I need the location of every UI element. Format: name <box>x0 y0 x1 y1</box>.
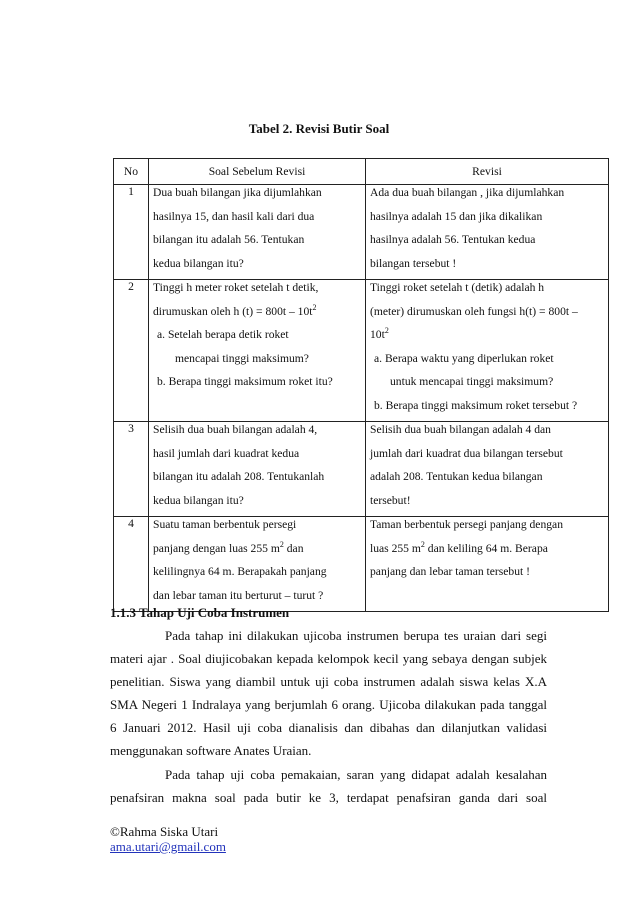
soal-after <box>366 185 609 280</box>
footer-author: ©Rahma Siska Utari <box>110 824 219 839</box>
paragraph-line: SMA Negeri 1 Indralaya yang berjumlah 6 orang. Ujicoba dilakukan pada tanggal <box>110 697 547 713</box>
footer-email-link[interactable]: ama.utari@gmail.com <box>110 839 226 854</box>
table-row <box>114 517 609 612</box>
text-line <box>370 327 604 351</box>
row-number: 1 <box>114 185 149 280</box>
soal-after <box>366 280 609 422</box>
text-line: b. Berapa tinggi maksimum roket tersebut ? <box>374 398 578 412</box>
superscript: 2 <box>279 539 284 549</box>
text-line: b. Berapa tinggi maksimum roket itu? <box>157 375 333 388</box>
paragraph-line: Pada tahap ini dilakukan ujicoba instrumen berupa tes uraian dari segi <box>165 628 547 643</box>
soal-before <box>149 280 366 422</box>
text-line: mencapai tinggi maksimum? <box>175 351 309 365</box>
section-paragraph <box>110 628 547 813</box>
text-line: Tinggi h meter roket setelah t detik, <box>153 281 319 294</box>
text-line: kelilingnya 64 m. Berapakah panjang <box>153 565 327 578</box>
text-line: a. Berapa waktu yang diperlukan roket <box>374 351 554 365</box>
header-no: No <box>114 159 149 185</box>
text-line: kedua bilangan itu? <box>153 256 244 270</box>
text-line: dan lebar taman itu berturut – turut ? <box>153 588 324 602</box>
text-line: Selisih dua buah bilangan adalah 4 dan <box>370 423 551 436</box>
text-line: jumlah dari kuadrat dua bilangan tersebut <box>370 446 563 460</box>
section-heading: 1.1.3 Tahap Uji Coba Instrumen <box>110 605 290 620</box>
paragraph-line: Pada tahap uji coba pemakaian, saran yang didapat adalah kesalahan <box>165 766 547 782</box>
soal-after <box>366 517 609 612</box>
text-line: Ada dua buah bilangan , jika dijumlahkan <box>370 186 565 199</box>
text-run: dirumuskan oleh h (t) = 800t – 10t <box>153 304 313 318</box>
text-line <box>153 304 361 328</box>
row-number: 4 <box>114 517 149 612</box>
text-line: a. Setelah berapa detik roket <box>157 328 289 341</box>
text-run: dan keliling 64 m. Berapa <box>424 541 548 555</box>
text-line: panjang dan lebar taman tersebut ! <box>370 565 530 578</box>
soal-before <box>149 517 366 612</box>
superscript: 2 <box>312 302 317 312</box>
text-line: Dua buah bilangan jika dijumlahkan <box>153 186 322 199</box>
text-line <box>153 541 361 565</box>
text-line: Taman berbentuk persegi panjang dengan <box>370 518 563 531</box>
text-line: Suatu taman berbentuk persegi <box>153 518 297 531</box>
soal-before <box>149 422 366 517</box>
table-row <box>114 185 609 280</box>
text-run: 10t <box>370 328 385 341</box>
text-line: (meter) dirumuskan oleh fungsi h(t) = 800t – <box>370 304 578 318</box>
paragraph-line: materi ajar . Soal diujicobakan kepada kelompok kecil yang sebaya dengan subjek <box>110 651 547 667</box>
superscript: 2 <box>384 326 389 335</box>
text-line: Selisih dua buah bilangan adalah 4, <box>153 423 318 436</box>
table-row <box>114 422 609 517</box>
table-header-row <box>114 159 609 185</box>
text-run: panjang dengan luas 255 m <box>153 541 280 555</box>
text-run: dan <box>283 541 304 555</box>
text-line: untuk mencapai tinggi maksimum? <box>390 375 554 388</box>
soal-after <box>366 422 609 517</box>
text-line: Tinggi roket setelah t (detik) adalah h <box>370 281 545 294</box>
text-line: tersebut! <box>370 493 411 507</box>
header-after: Revisi <box>366 159 609 185</box>
page-footer <box>110 824 226 854</box>
text-line: hasilnya adalah 56. Tentukan kedua <box>370 233 536 246</box>
text-line: bilangan tersebut ! <box>370 256 457 270</box>
table-row <box>114 280 609 422</box>
header-before: Soal Sebelum Revisi <box>149 159 366 185</box>
text-run: luas 255 m <box>370 541 421 555</box>
paragraph-line: 6 Januari 2012. Hasil uji coba dianalisis dan dibahas dan dilanjutkan validasi <box>110 720 547 736</box>
text-line: hasil jumlah dari kuadrat kedua <box>153 446 300 460</box>
revision-table <box>113 158 609 612</box>
text-line: bilangan itu adalah 56. Tentukan <box>153 233 305 246</box>
row-number: 3 <box>114 422 149 517</box>
text-line: bilangan itu adalah 208. Tentukanlah <box>153 470 325 483</box>
row-number: 2 <box>114 280 149 422</box>
paragraph-line: menggunakan software Anates Uraian. <box>110 743 312 759</box>
soal-before <box>149 185 366 280</box>
paragraph-line: penelitian. Siswa yang diambil untuk uji coba instrumen adalah siswa kelas X.A <box>110 674 547 690</box>
text-line: hasilnya 15, dan hasil kali dari dua <box>153 209 315 223</box>
paragraph-line: penafsiran makna soal pada butir ke 3, terdapat penafsiran ganda dari soal <box>110 789 547 805</box>
text-line: hasilnya adalah 15 dan jika dikalikan <box>370 209 543 223</box>
text-line: kedua bilangan itu? <box>153 493 244 507</box>
superscript: 2 <box>420 539 425 549</box>
text-line: adalah 208. Tentukan kedua bilangan <box>370 470 543 483</box>
table-caption: Tabel 2. Revisi Butir Soal <box>248 121 390 136</box>
text-line <box>370 541 604 565</box>
